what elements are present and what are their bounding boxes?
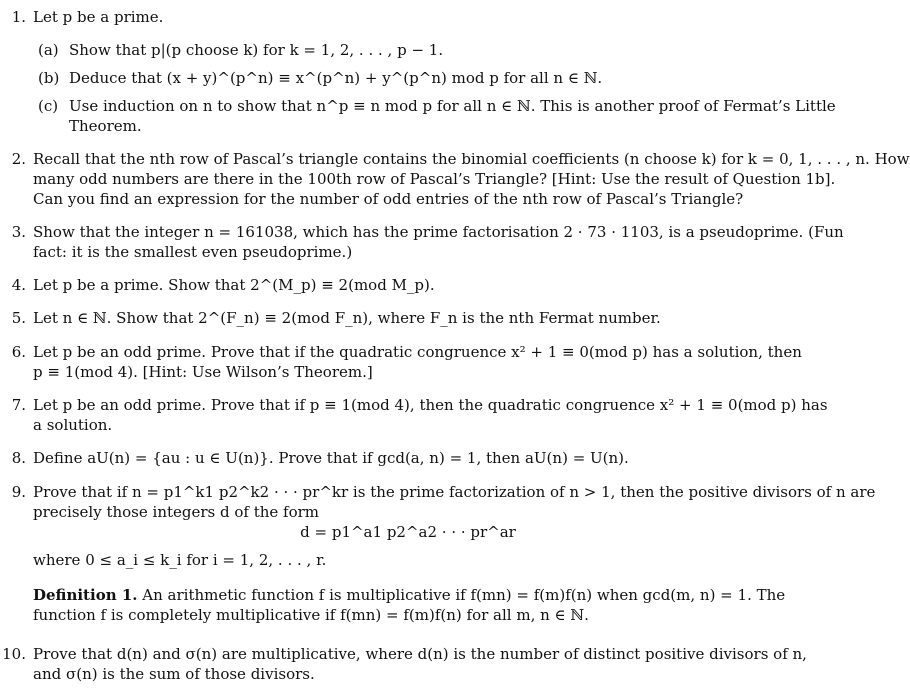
problem-text: Prove that d(n) and σ(n) are multiplicative, where d(n) is the number of distinct positive divisors of n, [33, 645, 807, 663]
definition-label: Definition 1. [33, 586, 138, 604]
definition-text: function f is completely multiplicative if f(mn) = f(m)f(n) for all m, n ∈ ℕ. [33, 606, 589, 624]
problem-text: Show that the integer n = 161038, which has the prime factorisation 2 · 73 · 1103, is a pseudoprime. (Fun [33, 223, 844, 241]
problem-text: Let p be a prime. Show that 2^(M_p) ≡ 2(mod M_p). [33, 276, 435, 294]
problem-number: 10. [2, 645, 26, 663]
problem-text: and σ(n) is the sum of those divisors. [33, 665, 315, 683]
problem-text: Recall that the nth row of Pascal’s triangle contains the binomial coefficients (n choose k) for k = 0, 1, . . . , n. How [33, 150, 910, 168]
part-text: Theorem. [69, 117, 142, 135]
problem-text: a solution. [33, 416, 113, 434]
problem-text: p ≡ 1(mod 4). [Hint: Use Wilson’s Theorem.] [33, 363, 373, 381]
problem-number: 5. [11, 309, 26, 327]
problem-text: many odd numbers are there in the 100th row of Pascal’s Triangle? [Hint: Use the result of Question 1b]. [33, 170, 836, 188]
problem-number: 8. [11, 449, 26, 467]
part-text: Use induction on n to show that n^p ≡ n mod p for all n ∈ ℕ. This is another proof of Fermat’s Little [69, 97, 836, 115]
display-formula: d = p1^a1 p2^a2 · · · pr^ar [300, 523, 516, 541]
problem-text: Let p be an odd prime. Prove that if the quadratic congruence x² + 1 ≡ 0(mod p) has a solution, then [33, 343, 802, 361]
problem-number: 2. [11, 150, 26, 168]
problem-text: Prove that if n = p1^k1 p2^k2 · · · pr^kr is the prime factorization of n > 1, then the positive divisors of n are [33, 483, 876, 501]
problem-text: where 0 ≤ a_i ≤ k_i for i = 1, 2, . . . , r. [33, 551, 327, 569]
part-label: (a) [38, 41, 59, 59]
problem-text: Can you find an expression for the number of odd entries of the nth row of Pascal’s Triangle? [33, 190, 744, 208]
problem-number: 9. [11, 483, 26, 501]
problem-number: 1. [11, 8, 26, 26]
problem-number: 4. [11, 276, 26, 294]
part-label: (b) [38, 69, 60, 87]
problem-text: Let n ∈ ℕ. Show that 2^(F_n) ≡ 2(mod F_n), where F_n is the nth Fermat number. [33, 309, 661, 327]
problem-text: precisely those integers d of the form [33, 503, 320, 521]
part-label: (c) [38, 97, 59, 115]
problem-number: 3. [11, 223, 26, 241]
problem-number: 6. [11, 343, 26, 361]
part-text: Deduce that (x + y)^(p^n) ≡ x^(p^n) + y^(p^n) mod p for all n ∈ ℕ. [69, 69, 603, 87]
problem-text: Let p be a prime. [33, 8, 164, 26]
problem-text: Define aU(n) = {au : u ∈ U(n)}. Prove that if gcd(a, n) = 1, then aU(n) = U(n). [33, 449, 629, 467]
definition-text: An arithmetic function f is multiplicative if f(mn) = f(m)f(n) when gcd(m, n) = 1. The [142, 586, 786, 604]
problem-text: fact: it is the smallest even pseudoprime.) [33, 243, 353, 261]
problem-text: Let p be an odd prime. Prove that if p ≡ 1(mod 4), then the quadratic congruence x² + 1 ≡ 0(mod p) has [33, 396, 828, 414]
part-text: Show that p|(p choose k) for k = 1, 2, . . . , p − 1. [69, 41, 444, 59]
definition-line [33, 585, 785, 605]
problem-number: 7. [11, 396, 26, 414]
